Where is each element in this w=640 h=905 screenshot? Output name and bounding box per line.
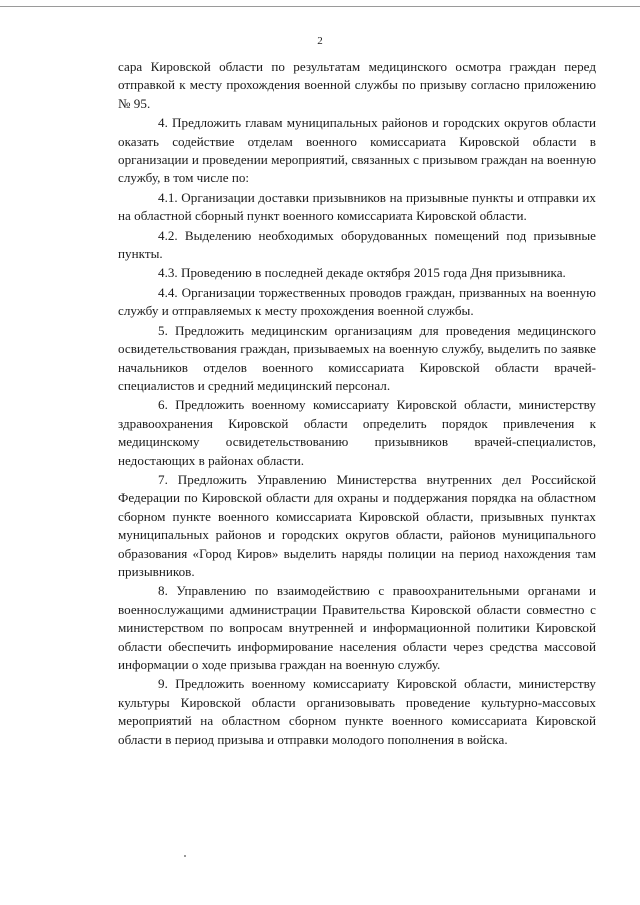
page-number: 2 [317, 35, 323, 47]
scan-speck [184, 855, 186, 857]
document-body [118, 58, 596, 750]
paragraph-item-9: 9. Предложить военному комиссариату Кировской области, министерству культуры Кировской области организовывать проведение культурно-массовых мероприятий на областном сборном пункте военного комиссариата Кировской области в период призыва и отправки молодого пополнения в войска. [118, 676, 596, 747]
paragraph-item-4-4: 4.4. Организации торжественных проводов граждан, призванных на военную службу и отправляемых к месту прохождения военной службы. [118, 284, 596, 319]
paragraph-item-4-2: 4.2. Выделению необходимых оборудованных помещений под призывные пункты. [118, 227, 596, 262]
top-scan-rule [0, 6, 640, 7]
paragraph-item-6: 6. Предложить военному комиссариату Кировской области, министерству здравоохранения Кировской области определить порядок привлечения к медицинскому освидетельствованию призывников врачей-специалистов, недостающих в районах области. [118, 397, 596, 468]
paragraph-item-7: 7. Предложить Управлению Министерства внутренних дел Российской Федерации по Кировской области для охраны и поддержания порядка на областном сборном пункте военного комиссариата Кировской области, призывных пунктах муниципальных районов и городских округов области, районов муниципального образования «Город Киров» выделить наряды полиции на период нахождения там призывников. [118, 471, 596, 579]
paragraph-item-5: 5. Предложить медицинским организациям для проведения медицинского освидетельствования граждан, призываемых на военную службу, выделить по заявке начальников отделов военного комиссариата Кировской области врачей-специалистов и средний медицинский персонал. [118, 322, 596, 393]
paragraph-item-4-3: 4.3. Проведению в последней декаде октября 2015 года Дня призывника. [158, 265, 566, 281]
paragraph-item-4: 4. Предложить главам муниципальных районов и городских округов области оказать содействие отделам военного комиссариата Кировской области в организации и проведении мероприятий, связанных с призывом граждан на военную службу, в том числе по: [118, 115, 596, 186]
paragraph-item-4-1: 4.1. Организации доставки призывников на призывные пункты и отправки их на областной сборный пункт военного комиссариата Кировской области. [118, 189, 596, 224]
paragraph-continuation: сара Кировской области по результатам медицинского осмотра граждан перед отправкой к месту прохождения военной службы по призыву согласно приложению № 95. [118, 59, 596, 111]
paragraph-item-8: 8. Управлению по взаимодействию с правоохранительными органами и военнослужащими администрации Правительства Кировской области совместно с министерством по вопросам внутренней и информационной политики Кировской области обеспечить информирование населения области через средства массовой информации о ходе призыва граждан на военную службу. [118, 583, 596, 672]
